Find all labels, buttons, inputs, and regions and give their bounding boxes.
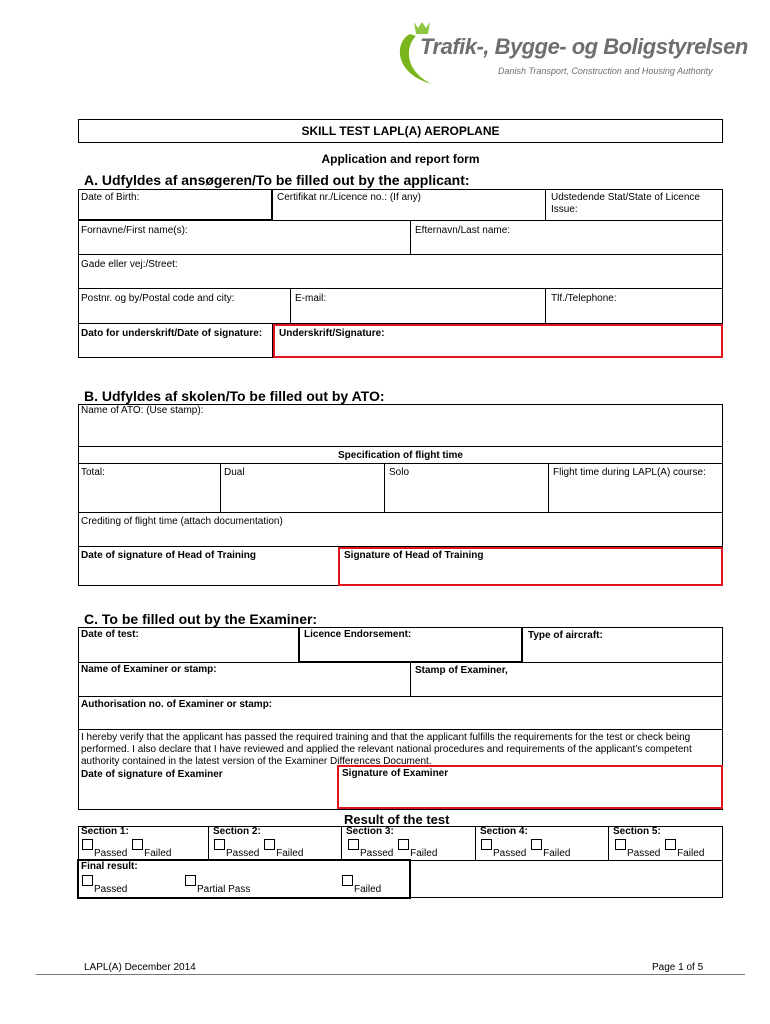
section-a-heading: A. Udfyldes af ansøgeren/To be filled out by the applicant: [84,172,470,188]
ato-name-field[interactable]: Name of ATO: (Use stamp): [81,405,204,416]
crediting-field[interactable]: Crediting of flight time (attach documentation) [81,516,283,527]
street-field[interactable]: Gade eller vej:/Street: [81,259,178,270]
section-3-label: Section 3: [346,826,394,837]
examiner-declaration: I hereby verify that the applicant has passed the required training and that the applicant fulfills the requirements for the test or check being performed. I also declare that I have reviewed and applied the relevant national procedures and requirements of the applicant’s competent authority contained in the latest version of the Examiner Differences Document. [81,732,692,767]
first-name-field[interactable]: Fornavne/First name(s): [81,225,188,236]
date-of-test-field[interactable]: Date of test: [81,629,139,640]
section-5-options: Passed Failed [615,839,704,851]
solo-field[interactable]: Solo [389,467,410,478]
footer-left: LAPL(A) December 2014 [84,962,196,973]
section-5-failed-checkbox[interactable] [665,839,676,850]
date-sig-head-field[interactable]: Date of signature of Head of Training [81,550,257,561]
section-1-options: Passed Failed [82,839,171,851]
final-partial-pass-checkbox[interactable] [185,875,196,886]
sig-head-label: Signature of Head of Training [344,550,484,561]
type-of-aircraft-field[interactable]: Type of aircraft: [528,630,603,641]
section-b-heading: B. Udfyldes af skolen/To be filled out by ATO: [84,388,385,404]
section-3-options: Passed Failed [348,839,437,851]
section-c-heading: C. To be filled out by the Examiner: [84,611,318,627]
dual-field[interactable]: Dual [224,467,245,478]
section-2-options: Passed Failed [214,839,303,851]
result-heading: Result of the test [344,812,450,827]
stamp-examiner-field[interactable]: Stamp of Examiner, [415,665,508,676]
date-of-signature-field[interactable]: Dato for underskrift/Date of signature: [81,328,263,339]
section-3-failed-checkbox[interactable] [398,839,409,850]
final-passed-checkbox[interactable] [82,875,93,886]
licence-no-field[interactable]: Certifikat nr./Licence no.: (If any) [277,192,421,203]
section-4-options: Passed Failed [481,839,570,851]
footer-page: Page 1 of 5 [652,962,704,973]
final-partial-option: Partial Pass [185,875,250,887]
flight-time-course-field[interactable]: Flight time during LAPL(A) course: [553,467,706,478]
issuing-state-field[interactable]: Udstedende Stat/State of Licence Issue: [551,192,700,215]
licence-endorsement-field[interactable]: Licence Endorsement: [304,629,412,640]
logo-subtitle: Danish Transport, Construction and Housing Authority [498,66,713,76]
page-title: SKILL TEST LAPL(A) AEROPLANE [301,124,500,138]
logo-name: Trafik-, Bygge- og Boligstyrelsen [420,34,748,59]
final-failed-option: Failed [342,875,381,887]
date-of-birth-field[interactable]: Date of Birth: [81,192,140,203]
section-2-failed-checkbox[interactable] [264,839,275,850]
footer-rule [36,974,745,975]
signature-label: Underskrift/Signature: [279,328,385,339]
final-passed-option: Passed [82,875,127,887]
total-field[interactable]: Total: [81,467,105,478]
section-1-failed-checkbox[interactable] [132,839,143,850]
sig-examiner-label: Signature of Examiner [342,768,449,779]
section-2-label: Section 2: [213,826,261,837]
section-1-label: Section 1: [81,826,129,837]
section-4-failed-checkbox[interactable] [531,839,542,850]
date-sig-examiner-field[interactable]: Date of signature of Examiner [81,769,223,780]
postal-field[interactable]: Postnr. og by/Postal code and city: [81,293,235,304]
section-1-passed-checkbox[interactable] [82,839,93,850]
last-name-field[interactable]: Efternavn/Last name: [415,225,511,236]
page-subtitle: Application and report form [321,152,480,166]
spec-flight-time-label: Specification of flight time [337,450,463,461]
section-4-passed-checkbox[interactable] [481,839,492,850]
section-3-passed-checkbox[interactable] [348,839,359,850]
section-5-label: Section 5: [613,826,661,837]
email-field[interactable]: E-mail: [295,293,327,304]
final-failed-checkbox[interactable] [342,875,353,886]
telephone-field[interactable]: Tlf./Telephone: [551,293,617,304]
examiner-name-field[interactable]: Name of Examiner or stamp: [81,664,217,675]
final-result-label: Final result: [81,861,138,872]
section-4-label: Section 4: [480,826,528,837]
logo [392,18,748,88]
section-5-passed-checkbox[interactable] [615,839,626,850]
authorisation-field[interactable]: Authorisation no. of Examiner or stamp: [81,699,273,710]
section-2-passed-checkbox[interactable] [214,839,225,850]
